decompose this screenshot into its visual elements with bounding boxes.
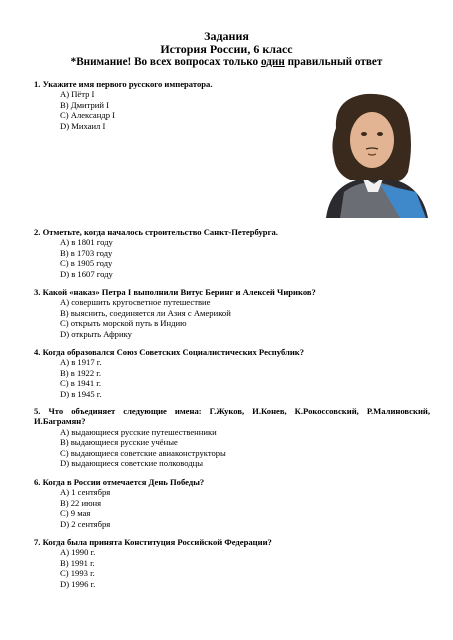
- portrait-illustration: [316, 88, 430, 218]
- question-3-option-a: A) совершить кругосветное путешествие: [60, 297, 211, 308]
- question-7-option-d: D) 1996 г.: [60, 578, 96, 589]
- question-5-option-d: D) выдающиеся советские полководцы: [60, 458, 204, 469]
- question-4-option-b: B) в 1922 г.: [60, 367, 101, 378]
- question-3: [34, 287, 430, 339]
- question-7-option-a: A) 1990 г.: [60, 547, 96, 558]
- question-1-option-c: C) Александр I: [60, 110, 116, 121]
- question-4-option-d: D) в 1945 г.: [60, 388, 102, 399]
- question-5-text: 5. Что объединяет следующие имена: Г.Жуков, И.Конев, К.Рокоссовский, Р.Малиновский, И.Баграмян?: [34, 406, 430, 427]
- question-3-option-d: D) открыть Африку: [60, 328, 132, 339]
- notice-text-before: *Внимание! Во всех вопросах только: [70, 56, 261, 68]
- question-2: [34, 227, 430, 279]
- question-4-option-c: C) в 1941 г.: [60, 378, 101, 389]
- portrait-face: [350, 112, 394, 168]
- worksheet-header: [0, 30, 453, 69]
- question-6-option-d: D) 2 сентября: [60, 518, 111, 529]
- question-2-option-d: D) в 1607 году: [60, 268, 113, 279]
- question-1-option-d: D) Михаил I: [60, 120, 106, 131]
- question-4-text: 4. Когда образовался Союз Советских Социалистических Республик?: [34, 347, 305, 357]
- question-5-option-b: B) выдающиеся русские учёные: [60, 437, 178, 448]
- page-title: Задания: [204, 29, 249, 43]
- question-1-text: 1. Укажите имя первого русского императора.: [34, 79, 213, 89]
- question-2-option-b: B) в 1703 году: [60, 247, 113, 258]
- question-1-option-a: A) Пётр I: [60, 89, 95, 100]
- question-3-option-c: C) открыть морской путь в Индию: [60, 318, 187, 329]
- question-2-option-c: C) в 1905 году: [60, 258, 113, 269]
- question-1-option-b: B) Дмитрий I: [60, 99, 110, 110]
- question-5-option-a: A) выдающиеся русские путешественники: [60, 426, 217, 437]
- question-7: [34, 537, 430, 589]
- question-6-option-b: B) 22 июня: [60, 497, 102, 508]
- question-2-option-a: A) в 1801 году: [60, 237, 113, 248]
- question-7-text: 7. Когда была принята Конституция Российской Федерации?: [34, 537, 272, 547]
- page-subtitle: История России, 6 класс: [160, 42, 293, 56]
- question-7-option-c: C) 1993 г.: [60, 568, 95, 579]
- question-3-text: 3. Какой «наказ» Петра I выполнили Витус Беринг и Алексей Чириков?: [34, 287, 316, 297]
- notice-line: [0, 56, 453, 69]
- question-4-option-a: A) в 1917 г.: [60, 357, 102, 368]
- notice-underlined-word: один: [260, 56, 285, 68]
- notice-text-after: правильный ответ: [284, 56, 383, 68]
- question-6-text: 6. Когда в России отмечается День Победы?: [34, 477, 205, 487]
- question-3-option-b: B) выяснить, соединяется ли Азия с Америкой: [60, 307, 231, 318]
- question-6-option-a: A) 1 сентября: [60, 487, 111, 498]
- question-6: [34, 477, 430, 529]
- question-2-text: 2. Отметьте, когда началось строительство Санкт-Петербурга.: [34, 227, 278, 237]
- question-5: [34, 406, 430, 468]
- question-5-option-c: C) выдающиеся советские авиаконструкторы: [60, 447, 226, 458]
- question-6-option-c: C) 9 мая: [60, 508, 91, 519]
- question-7-option-b: B) 1991 г.: [60, 557, 95, 568]
- question-4: [34, 347, 430, 399]
